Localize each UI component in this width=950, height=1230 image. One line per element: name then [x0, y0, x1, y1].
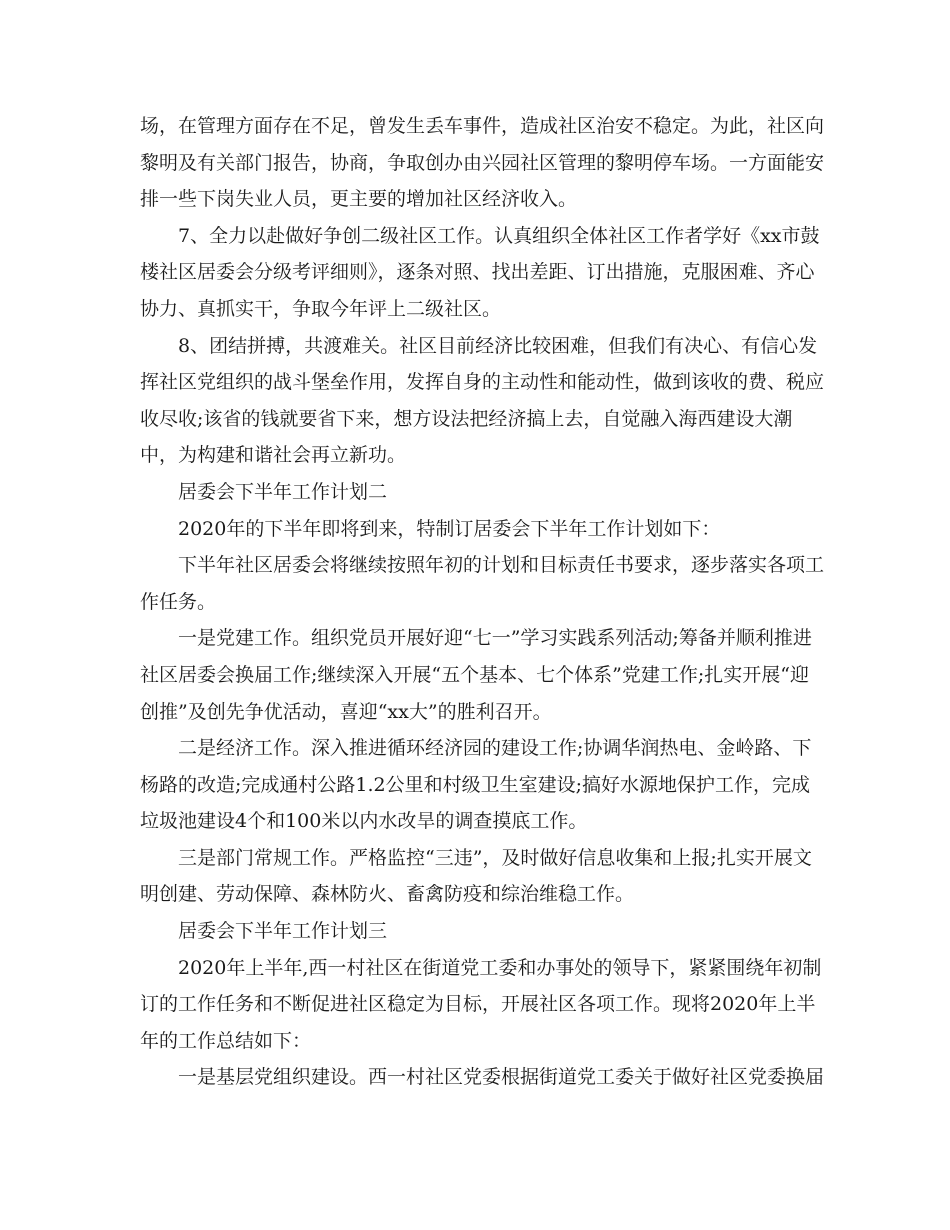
- section-heading: 居委会下半年工作计划三: [178, 920, 388, 943]
- text-line: 垃圾池建设4个和100米以内水改旱的调查摸底工作。: [140, 810, 588, 833]
- text-line: 场，在管理方面存在不足，曾发生丢车事件，造成社区治安不稳定。为此，社区向: [140, 115, 825, 137]
- text-line: 订的工作任务和不断促进社区稳定为目标，开展社区各项工作。现将2020年上半: [140, 993, 816, 1016]
- text-line: 作任务。: [140, 590, 217, 613]
- text-line: 创推”及创先争优活动，喜迎“xx大”的胜利召开。: [140, 700, 552, 723]
- text-line: 黎明及有关部门报告，协商，争取创办由兴园社区管理的黎明停车场。一方面能安: [140, 151, 825, 174]
- paragraph-start-line: 2020年的下半年即将到来，特制订居委会下半年工作计划如下：: [178, 517, 721, 540]
- section-heading: 居委会下半年工作计划二: [178, 480, 388, 503]
- text-line: 年的工作总结如下：: [140, 1029, 312, 1052]
- document-body: [140, 108, 825, 1096]
- text-line: 协力、真抓实干，争取今年评上二级社区。: [140, 297, 502, 320]
- paragraph-start-line: 8、团结拼搏，共渡难关。社区目前经济比较困难，但我们有决心、有信心发: [178, 334, 818, 357]
- text-line: 杨路的改造;完成通村公路1.2公里和村级卫生室建设;搞好水源地保护工作，完成: [140, 773, 811, 796]
- text-line: 社区居委会换届工作;继续深入开展“五个基本、七个体系”党建工作;扎实开展“迎: [140, 663, 809, 686]
- paragraph-start-line: 二是经济工作。深入推进循环经济园的建设工作;协调华润热电、金岭路、下: [178, 737, 812, 760]
- text-line: 中，为构建和谐社会再立新功。: [140, 444, 407, 467]
- paragraph-start-line: 7、全力以赴做好争创二级社区工作。认真组织全体社区工作者学好《xx市鼓: [178, 224, 820, 247]
- paragraph-start-line: 三是部门常规工作。严格监控“三违”，及时做好信息收集和上报;扎实开展文: [178, 846, 812, 869]
- text-line: 明创建、劳动保障、森林防火、畜禽防疫和综治维稳工作。: [140, 883, 635, 906]
- text-line: 收尽收;该省的钱就要省下来，想方设法把经济搞上去，自觉融入海西建设大潮: [140, 407, 793, 430]
- text-line: 楼社区居委会分级考评细则》，逐条对照、找出差距、订出措施，克服困难、齐心: [140, 261, 815, 284]
- paragraph-start-line: 一是党建工作。组织党员开展好迎“七一”学习实践系列活动;筹备并顺利推进: [178, 627, 812, 650]
- paragraph-start-line: 一是基层党组织建设。西一村社区党委根据街道党工委关于做好社区党委换届: [178, 1066, 825, 1089]
- text-line: 挥社区党组织的战斗堡垒作用，发挥自身的主动性和能动性，做到该收的费、税应: [140, 371, 825, 394]
- paragraph-start-line: 2020年上半年,西一村社区在街道党工委和办事处的领导下，紧紧围绕年初制: [178, 956, 822, 979]
- text-line: 排一些下岗失业人员，更主要的增加社区经济收入。: [140, 188, 578, 211]
- paragraph-start-line: 下半年社区居委会将继续按照年初的计划和目标责任书要求，逐步落实各项工: [178, 554, 825, 577]
